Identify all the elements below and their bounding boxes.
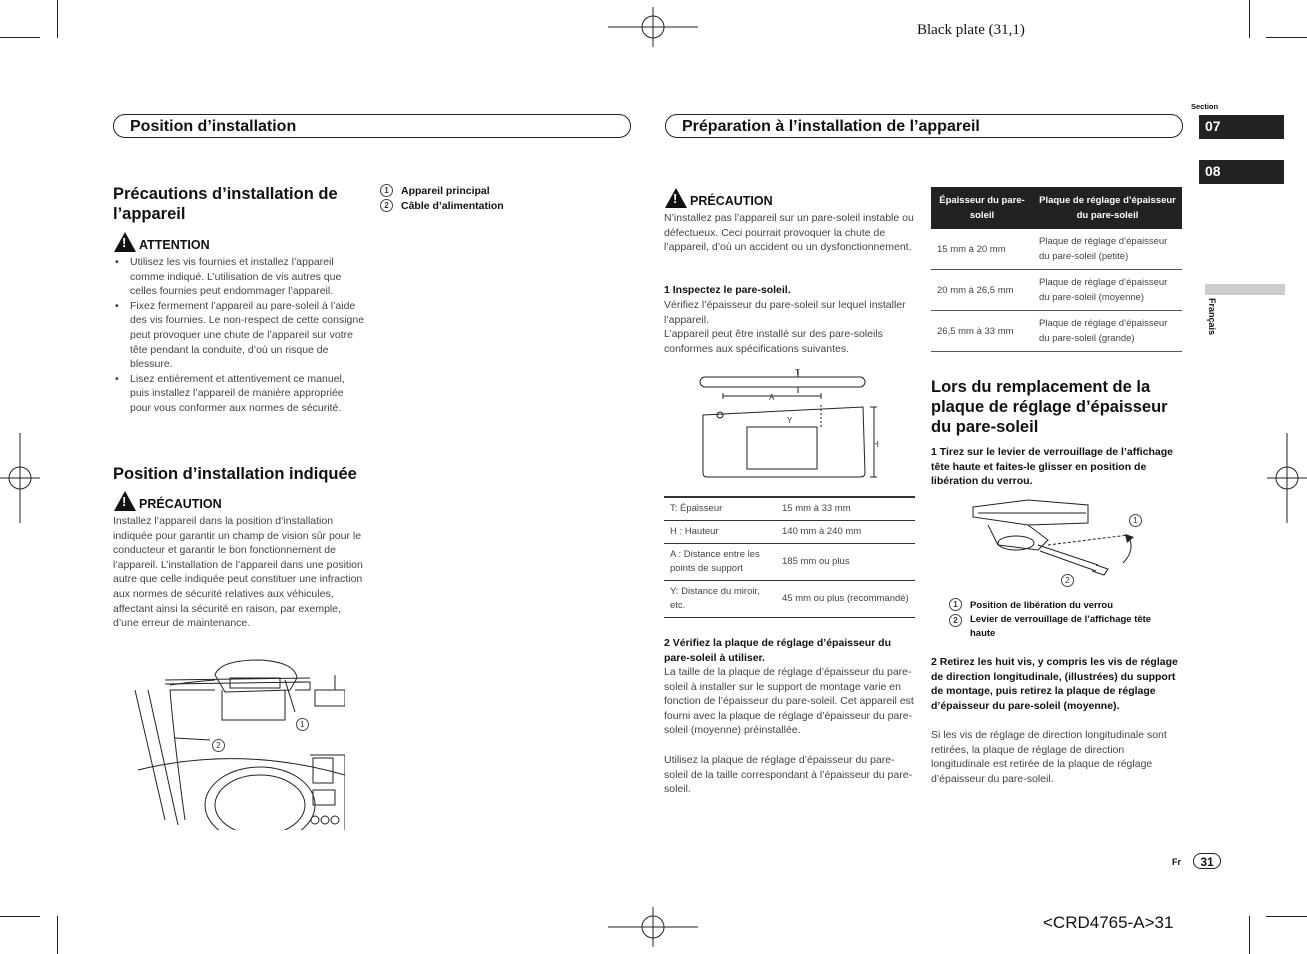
crop-mark [1266,916,1307,917]
step-paragraph: Si les vis de réglage de direction longitudinale sont retirées, la plaque de réglage de direction longitudinale est retirée de la plaque de réglage d’épaisseur du pare-soleil. [931,729,1167,785]
plate-label: Black plate (31,1) [917,22,1025,38]
table-row: H : Hauteur 140 mm à 240 mm [664,521,915,544]
precaution-text-label: PRÉCAUTION [690,194,773,208]
sun-visor-diagram [695,365,890,485]
table-row: T: Épaisseur 15 mm à 33 mm [664,497,915,521]
legend-list [380,184,504,214]
heading-replacement: Lors du remplacement de la plaque de réglage d’épaisseur du pare-soleil [931,378,1168,436]
list-item: • Fixez fermement l’appareil au pare-soleil à l’aide des vis fournies. Le non-respect de cette consigne peut provoquer une chute de l’appareil sur votre tête pendant la conduite, d’où un risque de blessure. [113,299,366,372]
section-label: Section [1191,102,1219,111]
language-bar [1205,284,1285,295]
section-tab-08: 08 [1199,160,1284,184]
registration-mark-icon [608,7,698,47]
figure-callout: 2 [1061,571,1082,589]
crop-mark [57,916,58,954]
figure-callout: 2 [212,736,233,754]
precaution-label [665,188,773,208]
section-header-right: Préparation à l’installation de l’appareil [665,114,1183,138]
legend-item: 2 Câble d’alimentation [380,199,504,214]
crop-mark [57,0,58,38]
heading-precautions: Précautions d’installation de l’appareil [113,185,338,223]
crop-mark [0,37,40,38]
precaution-paragraph: Installez l’appareil dans la position d’installation indiquée pour garantir un champ de vision sûr pour le conducteur et garantir le bon fonctionnement de l’appareil. L’installation de l’appareil dans une position autre que celle indiquée peut constituer une infraction aux normes de sécurité relatives aux véhicules, affectant ainsi la sécurité en raison, par exemple, d’une erreur de maintenance. [113,515,363,630]
table-header-row: Épaisseur du pare-soleil Plaque de réglage d’épaisseur du pare-soleil [931,187,1182,229]
diagram-label-a: A [769,393,775,402]
figure-callout: 1 [296,715,317,733]
step-paragraph: La taille de la plaque de réglage d’épaisseur du pare-soleil à installer sur le support de montage varie en fonction de l’épaisseur du pare-soleil. Cet appareil est fourni avec la plaque de réglage d’épaisseur du pare-soleil (moyenne) préinstallée. [664,666,914,737]
crop-mark [1266,37,1307,38]
legend-list [949,598,1179,641]
step-paragraph: Vérifiez l’épaisseur du pare-soleil sur lequel installer l’appareil. [664,299,906,326]
warning-icon [114,232,136,252]
thickness-table [931,187,1182,352]
mount-illustration [968,495,1143,580]
precaution-text-label: PRÉCAUTION [139,497,222,511]
step-paragraph: Utilisez la plaque de réglage d’épaisseur du pare-soleil de la taille correspondant à l’épaisseur du pare-soleil. [664,754,913,796]
heading-indicated-position: Position d’installation indiquée [113,465,357,483]
section-header-left: Position d’installation [113,114,631,138]
document-code: <CRD4765-A>31 [1043,913,1174,932]
precaution-label [114,491,222,511]
attention-list [113,255,366,416]
step-title: 1 Inspectez le pare-soleil. [664,284,791,296]
table-row: Y: Distance du miroir, etc. 45 mm ou plus (recommandé) [664,581,915,618]
step-paragraph: L’appareil peut être installé sur des pare-soleils conformes aux spécifications suivantes. [664,328,883,355]
warning-icon [114,491,136,511]
page-number: 31 [1193,853,1221,869]
car-installation-illustration [130,650,345,830]
figure-callout: 1 [1129,511,1150,529]
crop-mark [0,916,40,917]
language-code: Fr [1172,857,1181,867]
diagram-label-t: T [795,368,800,377]
crop-mark [1249,916,1250,954]
registration-mark-icon [608,907,698,947]
diagram-label-h: H [873,440,879,449]
language-label: Français [1207,298,1217,336]
legend-item: 2 Levier de verrouillage de l’affichage tête haute [949,613,1179,641]
table-row: A : Distance entre les points de support 185 mm ou plus [664,544,915,581]
language-tab [1199,298,1229,358]
legend-item: 1 Appareil principal [380,184,504,199]
crop-mark [1249,0,1250,38]
list-item: • Lisez entièrement et attentivement ce manuel, puis installez l’appareil de manière appropriée pour vous conformer aux normes de sécurité. [113,372,366,416]
legend-item: 1 Position de libération du verrou [949,598,1179,613]
step-title: 2 Retirez les huit vis, y compris les vis de réglage de direction longitudinale, (illustrées) du support de montage, puis retirez la plaque de réglage d’épaisseur du pare-soleil (moyenne). [931,656,1178,712]
precaution-paragraph: N’installez pas l’appareil sur un pare-soleil instable ou défectueux. Ceci pourrait provoquer la chute de l’appareil, d’où un accident ou un dysfonctionnement. [664,212,914,254]
registration-mark-icon [1267,433,1307,523]
warning-icon [665,188,687,208]
table-row: 26,5 mm à 33 mm Plaque de réglage d’épaisseur du pare-soleil (grande) [931,311,1182,352]
spec-table [664,496,915,618]
step-title: 1 Tirez sur le levier de verrouillage de l’affichage tête haute et faites-le glisser en position de libération du verrou. [931,446,1173,488]
step-title: 2 Vérifiez la plaque de réglage d’épaisseur du pare-soleil à utiliser. [664,637,891,664]
table-row: 20 mm à 26,5 mm Plaque de réglage d’épaisseur du pare-soleil (moyenne) [931,270,1182,311]
registration-mark-icon [0,433,40,523]
attention-text: ATTENTION [139,238,210,252]
table-row: 15 mm à 20 mm Plaque de réglage d’épaisseur du pare-soleil (petite) [931,229,1182,270]
diagram-label-y: Y [787,416,793,425]
list-item: • Utilisez les vis fournies et installez l’appareil comme indiqué. L’utilisation de vis autres que celles fournies peut endommager l’appareil. [113,255,366,299]
section-tab-07: 07 [1199,115,1284,139]
attention-label [114,232,210,252]
